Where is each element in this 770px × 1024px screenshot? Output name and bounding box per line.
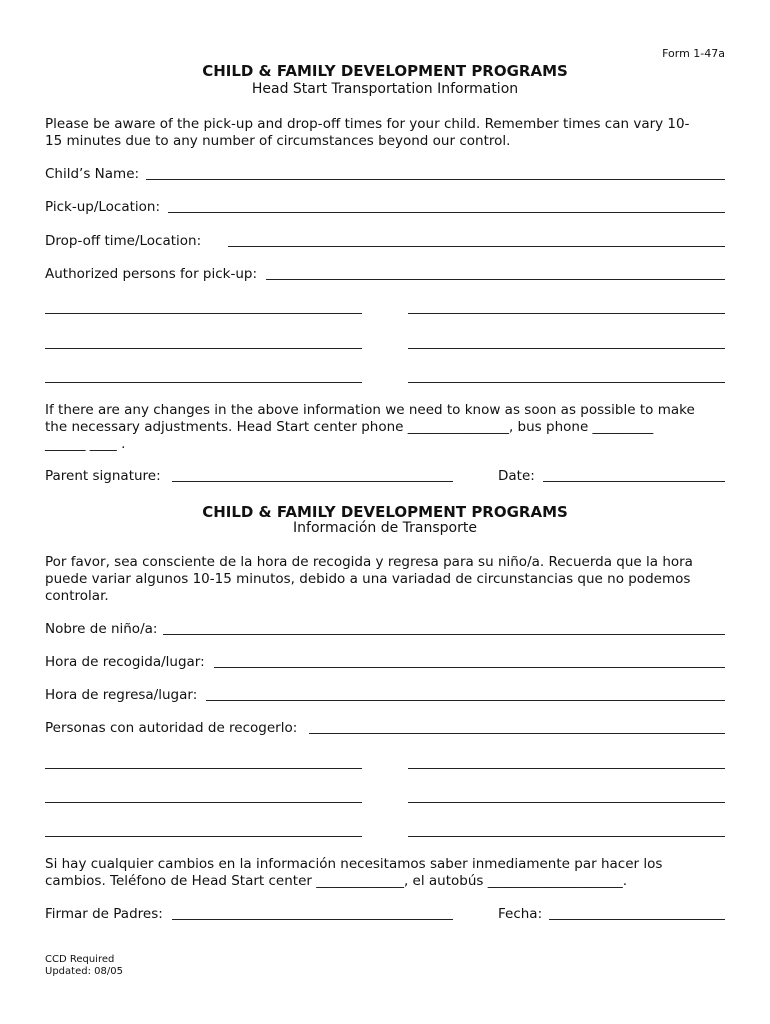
- date-label-es: Fecha:: [498, 906, 543, 922]
- dropoff-location-label: Drop-off time/Location:: [45, 233, 202, 249]
- intro-text-line-es: Por favor, sea consciente de la hora de recogida y regresa para su niño/a. Recuerda que la hora: [45, 554, 693, 570]
- intro-text-line-es: puede variar algunos 10-15 minutos, debido a una variadad de circunstancias que no podemos: [45, 571, 691, 587]
- authorized-person-line[interactable]: [408, 382, 725, 383]
- authorized-persons-field-es[interactable]: [309, 733, 725, 734]
- childs-name-field-es[interactable]: [163, 634, 725, 635]
- authorized-person-line[interactable]: [408, 313, 725, 314]
- authorized-person-line-es[interactable]: [408, 802, 725, 803]
- authorized-person-line-es[interactable]: [408, 836, 725, 837]
- authorized-person-line-es[interactable]: [408, 768, 725, 769]
- authorized-persons-label: Authorized persons for pick-up:: [45, 266, 258, 282]
- authorized-person-line[interactable]: [45, 313, 362, 314]
- intro-text-line: Please be aware of the pick-up and drop-off times for your child. Remember times can vary 10-: [45, 116, 690, 132]
- section-title-spanish: CHILD & FAMILY DEVELOPMENT PROGRAMS: [202, 503, 568, 521]
- authorized-persons-field[interactable]: [266, 279, 725, 280]
- parent-signature-label: Parent signature:: [45, 468, 161, 484]
- authorized-person-line[interactable]: [45, 382, 362, 383]
- changes-text-line: If there are any changes in the above information we need to know as soon as possible to make: [45, 402, 695, 418]
- date-label: Date:: [498, 468, 535, 484]
- date-field[interactable]: [543, 481, 725, 482]
- return-label-es: Hora de regresa/lugar:: [45, 687, 198, 703]
- authorized-person-line[interactable]: [45, 348, 362, 349]
- pickup-location-field[interactable]: [168, 212, 725, 213]
- page-subtitle: Head Start Transportation Information: [251, 81, 519, 97]
- authorized-person-line-es[interactable]: [45, 802, 362, 803]
- authorized-person-line-es[interactable]: [45, 768, 362, 769]
- childs-name-field[interactable]: [146, 179, 725, 180]
- footer-required: CCD Required: [45, 954, 115, 965]
- changes-text-line-es: Si hay cualquier cambios en la información necesitamos saber inmediamente par hacer los: [45, 856, 663, 872]
- dropoff-location-field[interactable]: [228, 246, 725, 247]
- footer-updated: Updated: 08/05: [45, 966, 123, 977]
- signature-field-es[interactable]: [172, 919, 453, 920]
- parent-signature-field[interactable]: [172, 481, 453, 482]
- authorized-person-line-es[interactable]: [45, 836, 362, 837]
- return-field-es[interactable]: [206, 700, 725, 701]
- changes-text-line: the necessary adjustments. Head Start center phone _______________, bus phone _________: [45, 419, 654, 435]
- form-id: Form 1-47a: [662, 47, 725, 60]
- authorized-persons-label-es: Personas con autoridad de recogerlo:: [45, 720, 298, 736]
- authorized-person-line[interactable]: [408, 348, 725, 349]
- pickup-label-es: Hora de recogida/lugar:: [45, 654, 205, 670]
- changes-text-line-es: cambios. Teléfono de Head Start center _____________, el autobús ____________________.: [45, 873, 628, 889]
- pickup-field-es[interactable]: [214, 667, 725, 668]
- date-field-es[interactable]: [549, 919, 725, 920]
- page-title: CHILD & FAMILY DEVELOPMENT PROGRAMS: [202, 62, 568, 80]
- pickup-location-label: Pick-up/Location:: [45, 199, 161, 215]
- childs-name-label: Child’s Name:: [45, 166, 140, 182]
- signature-label-es: Firmar de Padres:: [45, 906, 163, 922]
- intro-text-line: 15 minutes due to any number of circumstances beyond our control.: [45, 133, 511, 149]
- intro-text-line-es: controlar.: [45, 588, 109, 604]
- changes-text-line: ______ ____ .: [45, 436, 126, 452]
- section-subtitle-spanish: Información de Transporte: [293, 520, 477, 536]
- childs-name-label-es: Nobre de niño/a:: [45, 621, 158, 637]
